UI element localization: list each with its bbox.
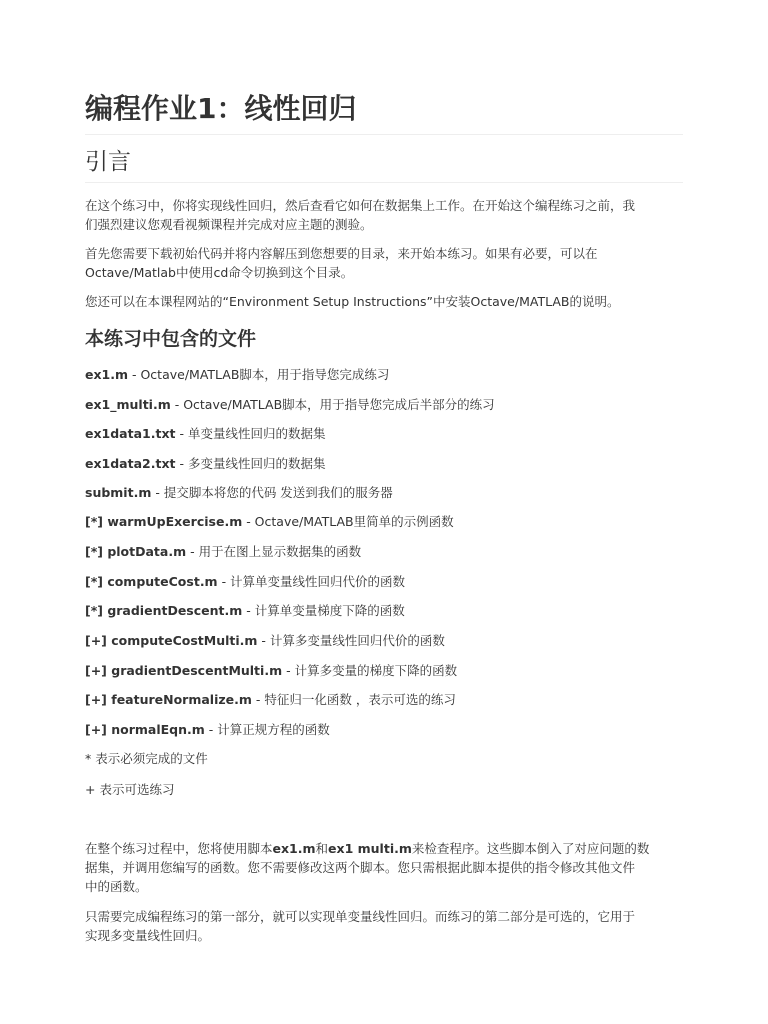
file-description: - 计算正规方程的函数 (204, 722, 330, 737)
file-description: - 计算多变量线性回归代价的函数 (257, 633, 445, 648)
file-item (85, 691, 683, 709)
file-name: [*] warmUpExercise.m (85, 514, 243, 529)
file-item (85, 662, 683, 680)
file-description: - Octave/MATLAB脚本，用于指导您完成后半部分的练习 (170, 397, 495, 412)
closing-paragraph-2: 只需要完成编程练习的第一部分，就可以实现单变量线性回归。而练习的第二部分是可选的，它用于 实现多变量线性回归。 (85, 909, 636, 943)
legend-optional: + 表示可选练习 (85, 782, 175, 797)
file-item (85, 484, 683, 502)
file-name: ex1.m (85, 367, 129, 382)
file-item (85, 513, 683, 531)
file-item (85, 366, 683, 384)
file-name: ex1data1.txt (85, 426, 176, 441)
file-item (85, 543, 683, 561)
file-item (85, 721, 683, 739)
file-item (85, 425, 683, 443)
file-item (85, 602, 683, 620)
intro-paragraph-3: 您还可以在本课程网站的“Environment Setup Instructions”中安装Octave/MATLAB的说明。 (85, 294, 620, 309)
file-description: - Octave/MATLAB脚本，用于指导您完成练习 (128, 367, 390, 382)
file-item (85, 573, 683, 591)
section-heading-intro: 引言 (85, 149, 131, 175)
closing-paragraph-1: 在整个练习过程中，您将使用脚本ex1.m和ex1 multi.m来检查程序。这些脚本倒入了对应问题的数 据集，并调用您编写的函数。您不需要修改这两个脚本。您只需根据此脚本提供的指令修改其他文件 中的函数。 (85, 841, 650, 894)
file-description: - 计算单变量梯度下降的函数 (242, 603, 405, 618)
file-description: - 用于在图上显示数据集的函数 (186, 544, 362, 559)
legend-required: * 表示必须完成的文件 (85, 751, 208, 766)
script-name: ex1.m (272, 841, 316, 856)
file-description: - 特征归一化函数 ，表示可选的练习 (251, 692, 456, 707)
file-name: [+] gradientDescentMulti.m (85, 663, 283, 678)
intro-paragraph-2: 首先您需要下载初始代码并将内容解压到您想要的目录，来开始本练习。如果有必要，可以在 Octave/Matlab中使用cd命令切换到这个目录。 (85, 246, 598, 280)
file-name: ex1_multi.m (85, 397, 171, 412)
file-item (85, 632, 683, 650)
section-heading-files: 本练习中包含的文件 (85, 328, 257, 350)
file-name: ex1data2.txt (85, 456, 176, 471)
title-divider (85, 134, 683, 135)
file-name: [+] computeCostMulti.m (85, 633, 258, 648)
script-name: ex1 multi.m (328, 841, 412, 856)
file-description: - 计算多变量的梯度下降的函数 (282, 663, 458, 678)
file-description: - 多变量线性回归的数据集 (175, 456, 326, 471)
file-name: [*] plotData.m (85, 544, 187, 559)
page-title: 编程作业1：线性回归 (85, 92, 357, 125)
file-name: [+] featureNormalize.m (85, 692, 252, 707)
file-name: submit.m (85, 485, 152, 500)
intro-paragraph-1: 在这个练习中，你将实现线性回归，然后查看它如何在数据集上工作。在开始这个编程练习之前，我 们强烈建议您观看视频课程并完成对应主题的测验。 (85, 198, 636, 232)
file-description: - 提交脚本将您的代码 发送到我们的服务器 (151, 485, 393, 500)
file-description: - Octave/MATLAB里简单的示例函数 (242, 514, 454, 529)
file-item (85, 455, 683, 473)
file-description: - 单变量线性回归的数据集 (175, 426, 326, 441)
file-name: [*] gradientDescent.m (85, 603, 243, 618)
file-name: [*] computeCost.m (85, 574, 218, 589)
file-description: - 计算单变量线性回归代价的函数 (217, 574, 406, 589)
file-name: [+] normalEqn.m (85, 722, 205, 737)
file-item (85, 396, 683, 414)
intro-divider (85, 182, 683, 183)
